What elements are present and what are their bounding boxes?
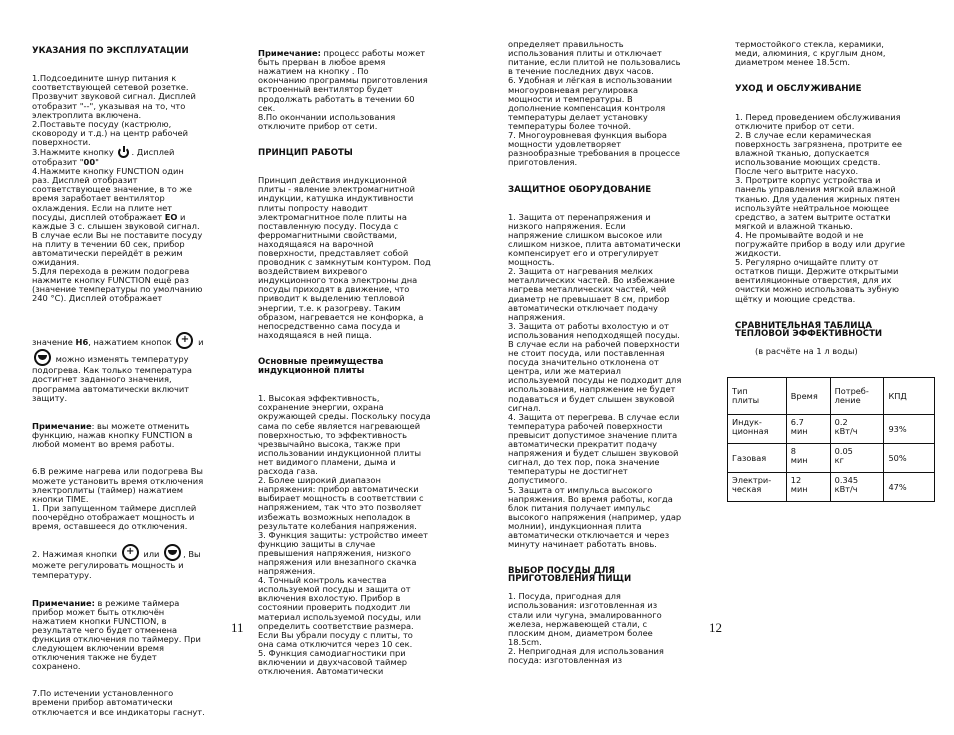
section-title-cookware: ВЫБОР ПОСУДЫ ДЛЯ ПРИГОТОВЛЕНИЯ ПИЩИ: [508, 566, 632, 585]
column-1: [32, 38, 232, 735]
cell: 50%: [884, 444, 935, 473]
operating-principle-text: Принцип действия индукционной плиты - явление электромагнитной индукции, катушка индуктивности плиты попросту наводит электромагнитное поле плиты на поставленную посуду. Посуда с ферромагнитными свойствами, находящаяся на варочной поверхности, представляет собой проводник с замкнутым контуром. Под воздействием вихревого индукционного тока электроны дна посуды приходят в движение, что приводит к выделению тепловой энергии, т.е. к разогреву. Таким образом, нагревается не конфорка, а непосредственно сама посуда и находящаяся в ней пища.: [258, 175, 431, 340]
cell: 93%: [884, 415, 935, 444]
protection-text: 1. Защита от перенапряжения и низкого напряжения. Если напряжение слишком высокое или слишком низкое, плита автоматически компенсирует его и отрегулирует мощность. 2. Защита от нагревания мелких металлических частей. Во избежание нагрева металлических частей, чей диаметр не превышает 8 см, прибор автоматически отключает подачу напряжения. 3. Защита от работы вхолостую и от использования неподходящей посуды. В случае если на рабочей поверхности не стоит посуда, или поставленная посуда значительно отклонена от центра, или же материал используемой посуды не подходит для использования, напряжение не будет подаваться и будет слышен звуковой сигнал. 4. Защита от перегрева. В случае если температура рабочей поверхности превысит допустимое значение плита автоматически прекратит подачу напряжения и будет слышен звуковой сигнал, до тех пор, пока значение температуры не достигнет допустимого. 5. Защита от импульса высокого напряжения. Во время работы, когда блок питания получает импульс высокого напряжения (например, удар молнии), индукционная плита автоматически отключается и через минуту начинает работать вновь.: [508, 211, 682, 550]
down-circle-icon: [164, 544, 181, 561]
note-timer: [32, 599, 232, 672]
cookware-continued: термостойкого стекла, керамики, меди, алюминия, с круглым дном, диаметром менее 18.5cm.: [735, 39, 886, 68]
table-row: [728, 415, 935, 444]
cookware-text: 1. Посуда, пригодная для использования: изготовленная из стали или чугуна, эмалированного железа, нержавеющей стали, с плоским дном, диаметром более 18.5cm. 2. Непригодная для использования посуда: изготовленная из: [508, 591, 664, 665]
table-subtitle: (в расчёте на 1 л воды): [755, 345, 858, 356]
header-cell: Потреб- ление: [830, 378, 884, 415]
text: . Дисплей отобразит ": [32, 147, 175, 168]
power-icon: [118, 147, 129, 158]
note-label: Примечание: [32, 421, 92, 432]
cell: 12 мин: [786, 473, 830, 502]
text: и: [198, 336, 204, 347]
instructions-timer-adjust: [32, 544, 232, 580]
display-value-00: 00: [83, 157, 96, 168]
text: можно изменять температуру подогрева. Как только температура достигнет заданного значения, программа автоматически включит защиту.: [32, 353, 192, 404]
text: , Вы можете регулировать мощность и температуру.: [32, 549, 201, 580]
section-title-care: УХОД И ОБСЛУЖИВАНИЕ: [735, 84, 862, 95]
section-title-efficiency-table: СРАВНИТЕЛЬНАЯ ТАБЛИЦА ТЕПЛОВОЙ ЭФФЕКТИВНОСТИ: [735, 320, 883, 339]
down-circle-icon: [34, 349, 51, 366]
text: 2. Нажимая кнопки: [32, 549, 120, 560]
note-interrupt: [258, 49, 458, 131]
efficiency-table: [727, 377, 935, 502]
advantages-continued: определяет правильность использования плиты и отключает питание, если плитой не пользовались в течение последних двух часов. 6. Удобная и лёгкая в использовании многоуровневая регулировка мощности и температуры. В дополнение компенсация контроля температуры делает установку температуры более точной. 7. Многоуровневая функция выбора мощности удовлетворяет разнообразные требования в процессе приготовления.: [508, 39, 681, 168]
text: значение: [32, 336, 76, 347]
cell: 8 мин: [786, 444, 830, 473]
display-value-h6: H6: [75, 336, 89, 347]
header-cell: Время: [786, 378, 830, 415]
note-cancel-function: [32, 422, 232, 449]
cell: Индук- ционная: [728, 415, 787, 444]
display-value-eo: EO: [164, 211, 178, 222]
section-title-operating-principle: ПРИНЦИП РАБОТЫ: [258, 148, 353, 159]
section-title-protection: ЗАЩИТНОЕ ОБОРУДОВАНИЕ: [508, 184, 652, 195]
note-label: Примечание:: [258, 48, 321, 59]
section-title-advantages: Основные преимущества индукционной плиты: [258, 357, 384, 377]
advantages-text: 1. Высокая эффективность, сохранение энергии, охрана окружающей среды. Поскольку посуда сама по себе является нагревающей поверхностью, то эффективность чрезвычайно высока, также при использовании индукционной плиты нет видимого пламени, дыма и расхода газа. 2. Более широкий диапазон напряжения: прибор автоматически выбирает мощность в соответствии с напряжением, так что это позволяет избежать возможных неполадок в результате колебания напряжения. 3. Функция защиты: устройство имеет функцию защиты в случае превышения напряжения, низкого напряжения или внезапного скачка напряжения. 4. Точный контроль качества используемой посуды и защита от включения вхолостую. Прибор в состоянии проверить подходит ли материал используемой посуды, или определить соответствие размера. Если Вы убрали посуду с плиты, то она сама отключится через 10 сек. 5. Функция самодиагностики при включении и двухчасовой таймер отключения. Автоматически: [258, 393, 431, 677]
care-text: 1. Перед проведением обслуживания отключите прибор от сети. 2. В случае если керамическая поверхность загрязнена, протрите ее влажной тканью, допускается использование моющих средств. После чего вытрите насухо. 3. Протрите корпус устройства и панель управления мягкой влажной тканью. Для удаления жирных пятен используйте нейтральное моющее средство, а затем вытрите остатки мягкой и влажной тканью. 4. Не промывайте водой и не погружайте прибор в воду или другие жидкости. 5. Регулярно очищайте плиту от остатков пищи. Держите открытыми вентиляционные отверстия, для их очистки можно использовать зубную щётку и моющие средства.: [735, 111, 906, 304]
text: 1.Подсоедините шнур питания к соответствующей сетевой розетке. Прозвучит звуковой сигнал. Дисплей отобразит "--", указывая на то, что электроплита включена. 2.Поставьте посуду (кастрюлю, сковороду и т.д.) на центр рабочей поверхности. 3.Нажмите кнопку: [32, 73, 196, 158]
table-header-row: [728, 378, 935, 415]
text: и каждые 3 с. слышен звуковой сигнал. В случае если Вы не поставите посуду на плиту в течении 60 сек, прибор автоматически перейдёт в режим ожидания. 5.Для перехода в режим подогрева нажмите кнопку FUNCTION ещё раз (значение температуры по умолчанию 240 °C). Дисплей отображает: [32, 211, 203, 304]
cell: Электри- ческая: [728, 473, 787, 502]
text: или: [140, 549, 163, 560]
note-label: Примечание:: [32, 597, 95, 608]
cell: 6.7 мин: [786, 415, 830, 444]
cell: 0.345 кВт/ч: [830, 473, 884, 502]
header-cell: Тип плиты: [728, 378, 787, 415]
column-2: [258, 40, 458, 694]
text: в режиме таймера прибор может быть отключён нажатием кнопки FUNCTION, в результате чего будет отменена функция отключения по таймеру. При следующем включении время отключения также не будет сохранено.: [32, 597, 201, 672]
page-number-right: 12: [709, 620, 722, 635]
instructions-auto-off: 7.По истечении установленного времени прибор автоматически отключается и все индикаторы гаснут.: [32, 688, 205, 717]
plus-circle-icon: [176, 332, 193, 349]
cell: 47%: [884, 473, 935, 502]
table-row: [728, 473, 935, 502]
text: процесс работы может быть прерван в любое время нажатием на кнопку . По окончанию программы приготовления встроенный вентилятор будет продолжать работать в течении 60 сек. 8.По окончании использования отключите прибор от сети.: [258, 48, 428, 131]
text: : вы можете отменить функцию, нажав кнопку FUNCTION в любой момент во время работы.: [32, 421, 193, 450]
cell: Газовая: [728, 444, 787, 473]
plus-circle-icon: [122, 544, 139, 561]
page-number-left: 11: [231, 620, 244, 635]
table-row: [728, 444, 935, 473]
column-3: [508, 31, 708, 683]
header-cell: КПД: [884, 378, 935, 415]
cell: 0.05 кг: [830, 444, 884, 473]
instructions-heat-mode: [32, 332, 232, 404]
section-title-operating-instructions: УКАЗАНИЯ ПО ЭКСПЛУАТАЦИИ: [32, 46, 189, 57]
cell: 0.2 кВт/ч: [830, 415, 884, 444]
instructions-steps-1-5: [32, 74, 232, 303]
instructions-timer: 6.В режиме нагрева или подогрева Вы можете установить время отключения электроплиты (таймер) нажатием кнопки TIME. 1. При запущенном таймере дисплей поочерёдно отображает мощность и время, оставшееся до отключения.: [32, 466, 204, 532]
text: " 4.Нажмите кнопку FUNCTION один раз. Дисплей отобразит соответствующее значение, в то же время заработает вентилятор охлаждения. Если на плите нет посуды, дисплей отображает: [32, 157, 192, 222]
text: , нажатием кнопок: [88, 336, 175, 347]
column-4: [732, 31, 935, 511]
